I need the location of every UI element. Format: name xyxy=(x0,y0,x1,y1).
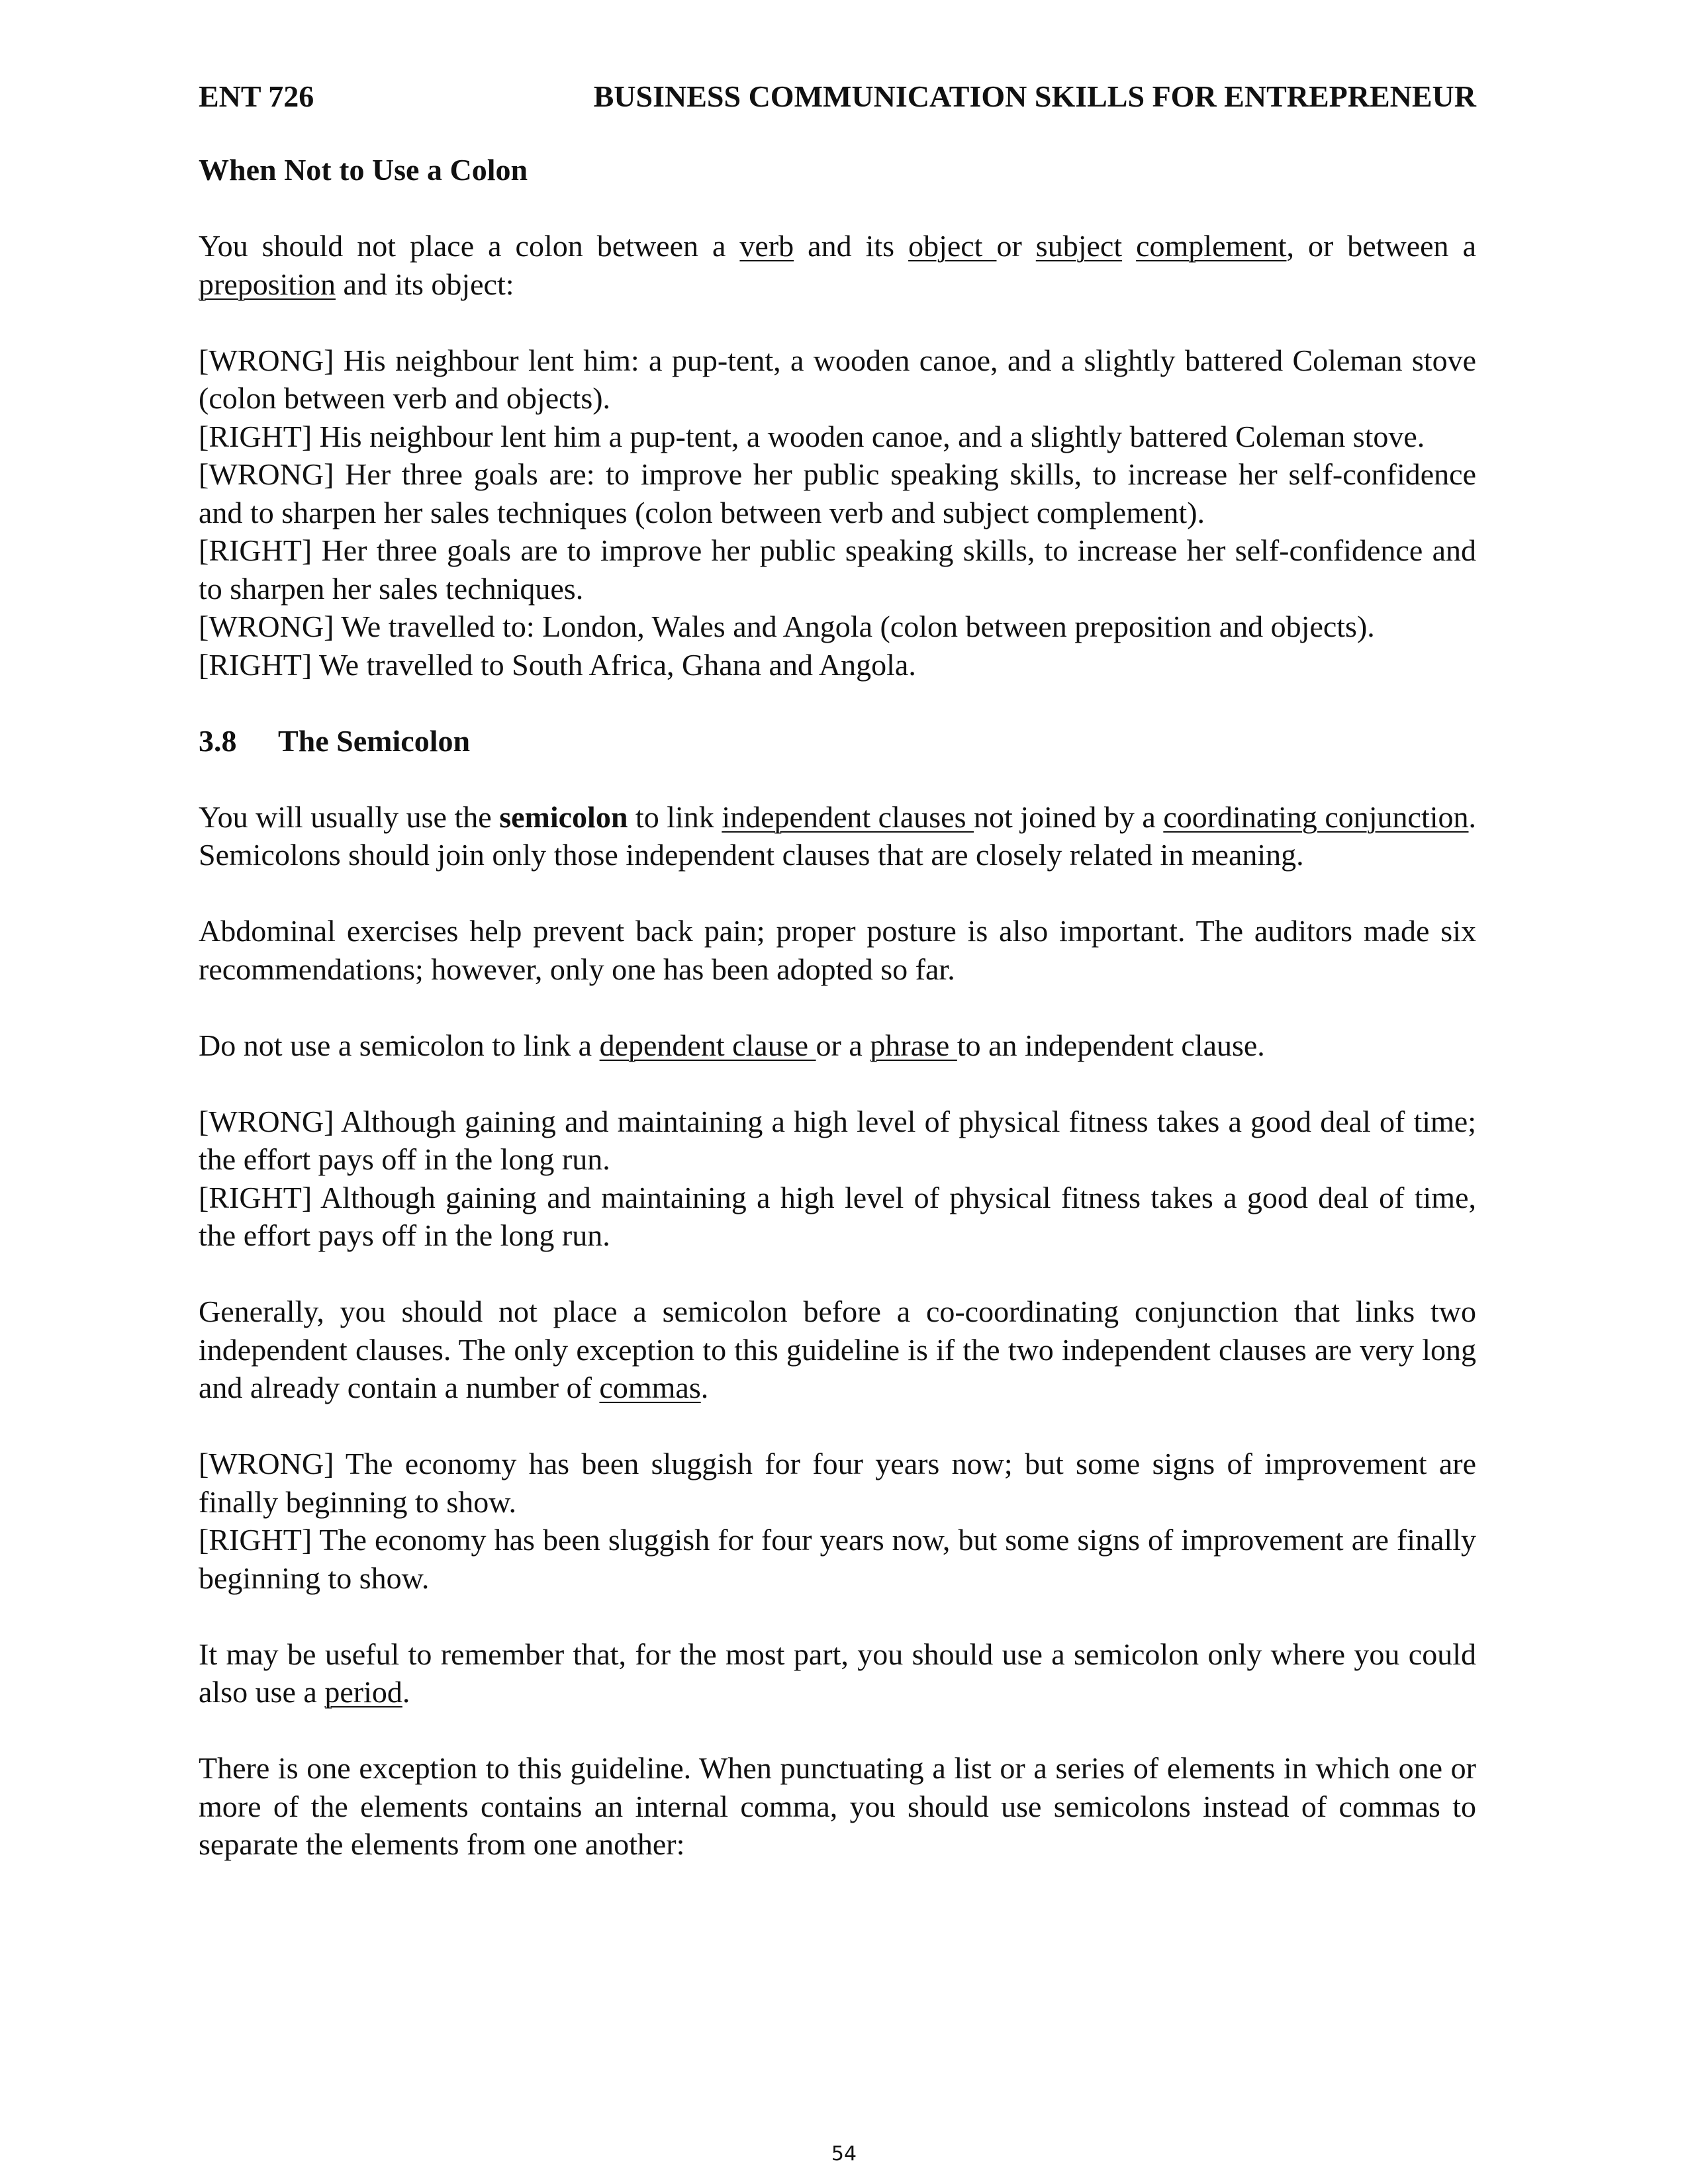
link-verb[interactable]: verb xyxy=(739,229,794,263)
link-period[interactable]: period xyxy=(324,1675,402,1709)
example-line: [RIGHT] We travelled to South Africa, Ghana and Angola. xyxy=(199,647,916,682)
dependent-examples xyxy=(199,1103,1476,1255)
text-run: . xyxy=(700,1371,709,1404)
text-run: to link xyxy=(628,799,722,834)
page-body xyxy=(199,151,1476,1901)
text-run: not joined by a xyxy=(974,799,1164,834)
link-object[interactable]: object xyxy=(908,229,997,263)
course-title: BUSINESS COMMUNICATION SKILLS FOR ENTREPRENEUR xyxy=(593,79,1476,113)
exception-paragraph: There is one exception to this guideline. When punctuating a list or a series of elements in which one or more of the elements contains an internal comma, you should use semicolons instead of commas to separate the elements from one another: xyxy=(199,1751,1476,1861)
text-run xyxy=(1122,229,1136,263)
example-line: [WRONG] Although gaining and maintaining a high level of physical fitness takes a good deal of time; the effort pays off in the long run. xyxy=(199,1104,1476,1176)
text-run: You will usually use the xyxy=(199,799,500,834)
example-line: [RIGHT] The economy has been sluggish for four years now, but some signs of improvement are finally beginning to show. xyxy=(199,1523,1476,1595)
section-title: The Semicolon xyxy=(278,723,471,758)
link-coordinating-conjunction[interactable]: coordinating conjunction xyxy=(1163,799,1469,834)
example-line: [WRONG] We travelled to: London, Wales and Angola (colon between preposition and objects). xyxy=(199,610,1375,643)
text-run: It may be useful to remember that, for the most part, you should use a semicolon only where you could also use a xyxy=(199,1637,1476,1709)
section-heading-semicolon xyxy=(199,722,1476,760)
link-commas[interactable]: commas xyxy=(599,1371,701,1404)
text-run: . xyxy=(402,1675,410,1709)
example-line: [WRONG] Her three goals are: to improve her public speaking skills, to increase her self-confidence and to sharpen her sales techniques (colon between verb and subject complement). xyxy=(199,457,1476,529)
coordinating-conjunction-paragraph xyxy=(199,1293,1476,1407)
text-run: Generally, you should not place a semicolon before a co-coordinating conjunction that links two independent clauses. The only exception to this guideline is if the two independent clauses are very long and already contain a number of xyxy=(199,1295,1476,1404)
example-line: [RIGHT] Although gaining and maintaining a high level of physical fitness takes a good deal of time, the effort pays off in the long run. xyxy=(199,1180,1476,1252)
bold-term-semicolon: semicolon xyxy=(499,799,628,834)
semicolon-intro-paragraph xyxy=(199,798,1476,874)
link-complement[interactable]: complement xyxy=(1136,229,1287,263)
example-line: [RIGHT] His neighbour lent him a pup-tent, a wooden canoe, and a slightly battered Coleman stove. xyxy=(199,419,1425,453)
text-run: Do not use a semicolon to link a xyxy=(199,1028,600,1062)
text-run: and its xyxy=(794,229,909,263)
link-phrase[interactable]: phrase xyxy=(870,1028,957,1062)
link-preposition[interactable]: preposition xyxy=(199,267,336,301)
text-run: and its object: xyxy=(335,267,514,301)
section-heading-colon: When Not to Use a Colon xyxy=(199,153,528,187)
colon-examples xyxy=(199,341,1476,684)
section-number: 3.8 xyxy=(199,723,237,758)
link-subject[interactable]: subject xyxy=(1035,229,1123,263)
abdominal-example-paragraph: Abdominal exercises help prevent back pain; proper posture is also important. The auditors made six recommendations; however, only one has been adopted so far. xyxy=(199,914,1476,986)
course-code: ENT 726 xyxy=(199,79,314,113)
coordinating-examples xyxy=(199,1445,1476,1597)
period-paragraph xyxy=(199,1635,1476,1711)
link-dependent-clause[interactable]: dependent clause xyxy=(599,1028,816,1062)
text-run: . Semicolons should join only those independent clauses that are closely related in meaning. xyxy=(199,799,1477,872)
example-line: [WRONG] His neighbour lent him: a pup-tent, a wooden canoe, and a slightly battered Coleman stove (colon between verb and objects). xyxy=(199,343,1476,415)
dependent-clause-paragraph xyxy=(199,1026,1476,1065)
example-line: [WRONG] The economy has been sluggish for four years now; but some signs of improvement are finally beginning to show. xyxy=(199,1447,1476,1519)
text-run: You should not place a colon between a xyxy=(199,229,740,263)
example-line: [RIGHT] Her three goals are to improve her public speaking skills, to increase her self-confidence and to sharpen her sales techniques. xyxy=(199,533,1476,606)
link-independent-clauses[interactable]: independent clauses xyxy=(722,799,974,834)
text-run: or xyxy=(996,229,1036,263)
text-run: or a xyxy=(816,1028,870,1062)
text-run: to an independent clause. xyxy=(957,1028,1265,1062)
page-number: 54 xyxy=(831,2142,857,2165)
colon-intro-paragraph xyxy=(199,227,1476,303)
text-run: , or between a xyxy=(1286,229,1476,263)
